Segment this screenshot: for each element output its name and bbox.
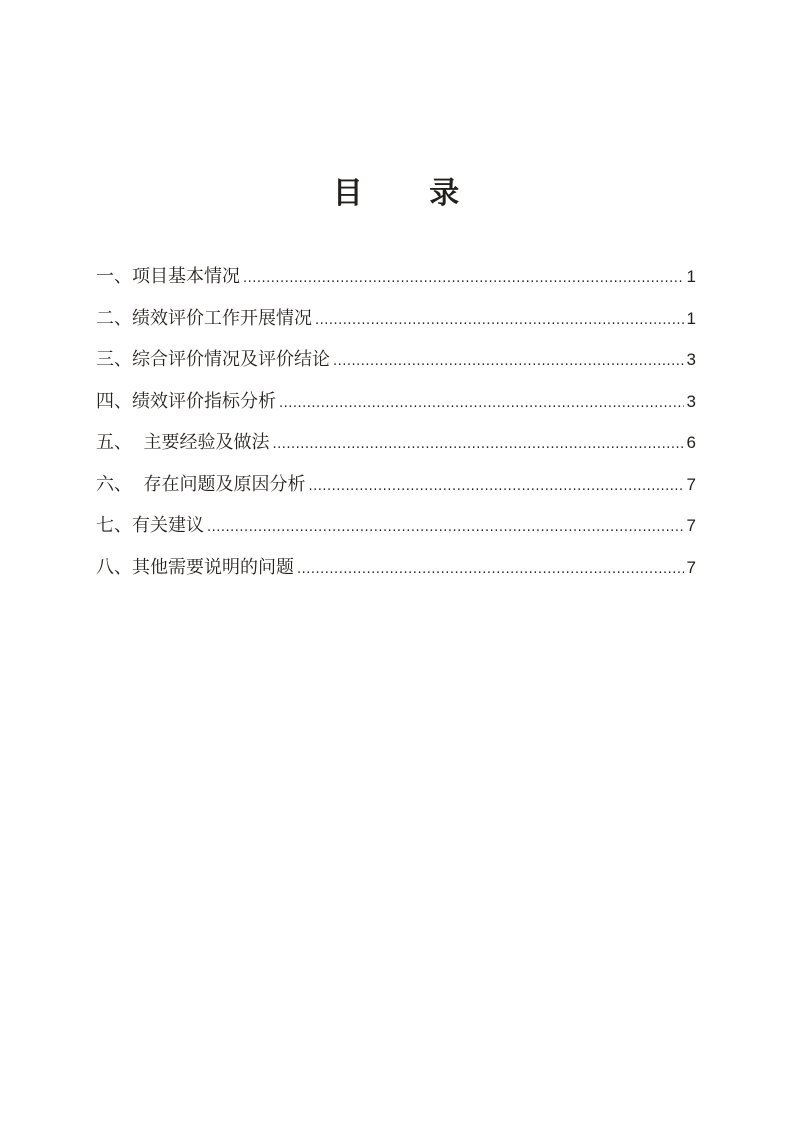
toc-entry-page: 3 bbox=[686, 391, 696, 411]
toc-entry-5[interactable] bbox=[96, 428, 696, 470]
toc-entry-2[interactable] bbox=[96, 304, 696, 346]
toc-entry-label: 二、绩效评价工作开展情况 bbox=[96, 307, 312, 329]
toc-leader-dots bbox=[243, 271, 684, 286]
toc-entry-page: 7 bbox=[686, 474, 696, 494]
toc-entry-page: 3 bbox=[686, 350, 696, 369]
toc-entry-page: 1 bbox=[686, 267, 696, 286]
toc-leader-dots bbox=[297, 562, 684, 577]
toc-leader-dots bbox=[272, 437, 683, 452]
toc-entry-label: 五、 主要经验及做法 bbox=[96, 432, 270, 453]
toc-title: 目 录 bbox=[332, 176, 488, 211]
toc-entry-label: 六、 存在问题及原因分析 bbox=[96, 473, 306, 495]
toc-entry-1[interactable] bbox=[96, 262, 696, 304]
toc-entry-8[interactable] bbox=[96, 553, 696, 595]
toc-leader-dots bbox=[315, 313, 684, 328]
toc-entry-label: 八、其他需要说明的问题 bbox=[96, 556, 294, 578]
toc-entry-label: 四、绩效评价指标分析 bbox=[96, 390, 276, 412]
toc-entry-4[interactable] bbox=[96, 387, 696, 429]
toc-entry-6[interactable] bbox=[96, 470, 696, 512]
toc-entry-page: 7 bbox=[686, 516, 696, 535]
toc-entry-label: 七、有关建议 bbox=[96, 515, 204, 536]
toc-leader-dots bbox=[279, 396, 684, 411]
toc-entry-label: 一、项目基本情况 bbox=[96, 266, 240, 287]
toc-leader-dots bbox=[308, 479, 683, 494]
toc-entry-3[interactable] bbox=[96, 345, 696, 387]
table-of-contents bbox=[96, 262, 696, 594]
toc-entry-7[interactable] bbox=[96, 511, 696, 553]
toc-entry-page: 6 bbox=[686, 433, 696, 452]
toc-leader-dots bbox=[207, 520, 684, 535]
toc-entry-page: 7 bbox=[686, 557, 696, 577]
toc-leader-dots bbox=[333, 354, 684, 369]
toc-entry-label: 三、综合评价情况及评价结论 bbox=[96, 349, 330, 370]
toc-entry-page: 1 bbox=[686, 308, 696, 328]
